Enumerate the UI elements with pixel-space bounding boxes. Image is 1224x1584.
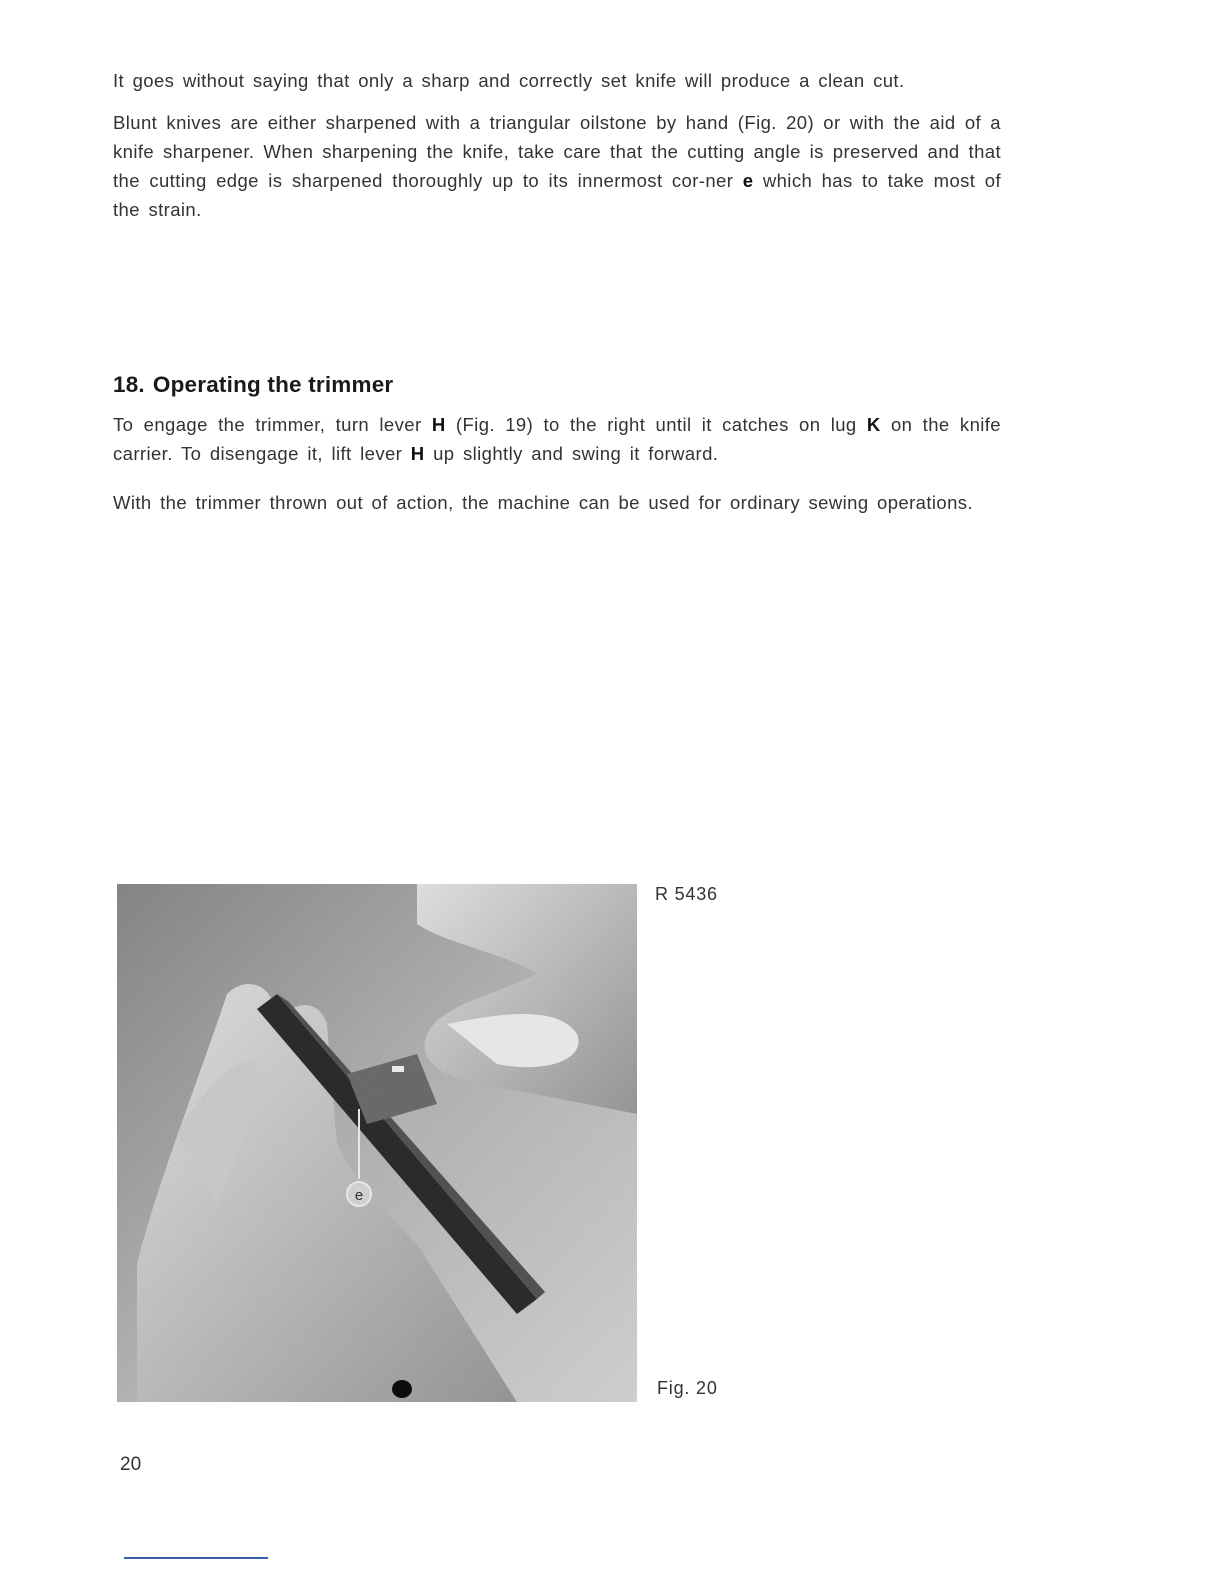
corner-e-label: e [742,170,754,191]
trimmer-text-1: To engage the trimmer, turn lever [113,414,432,435]
trimmer-paragraph-1 [113,410,1001,468]
lever-h-label: H [431,414,446,435]
page-number: 20 [120,1454,142,1475]
trimmer-text-4: up slightly and swing it forward. [424,443,719,464]
intro-paragraph-2 [113,108,1001,224]
intro-paragraph-2-text-b: which has to take most of the strain. [113,170,1001,220]
lever-h-label-2: H [410,443,425,464]
sharpening-photo [117,884,637,1402]
trimmer-text-3: on the knife carrier. To disengage it, lift lever [113,414,1001,464]
callout-e-label: e [354,1187,364,1204]
figure-reference: R 5436 [655,884,718,904]
knife-slot [392,1066,404,1072]
figure-label: Fig. 20 [657,1378,718,1398]
section-number: 18. [113,372,145,397]
lug-k-label: K [866,414,881,435]
trimmer-paragraph-2: With the trimmer thrown out of action, the machine can be used for ordinary sewing operations. [113,492,973,513]
section-title: Operating the trimmer [152,372,394,397]
intro-paragraph-2-text-a: Blunt knives are either sharpened with a triangular oilstone by hand (Fig. 20) or with the aid of a knife sharpener. When sharpening the knife, take care that the cutting angle is preserved and that the cutting edge is sharpened thoroughly up to its innermost cor-ner [113,112,1001,191]
trimmer-text-2: (Fig. 19) to the right until it catches on lug [445,414,867,435]
section-heading [113,372,393,398]
footer-rule [124,1557,268,1559]
intro-paragraph-1: It goes without saying that only a sharp and correctly set knife will produce a clean cut. [113,70,905,91]
sharpening-illustration [117,884,637,1402]
dark-spot [392,1380,412,1398]
